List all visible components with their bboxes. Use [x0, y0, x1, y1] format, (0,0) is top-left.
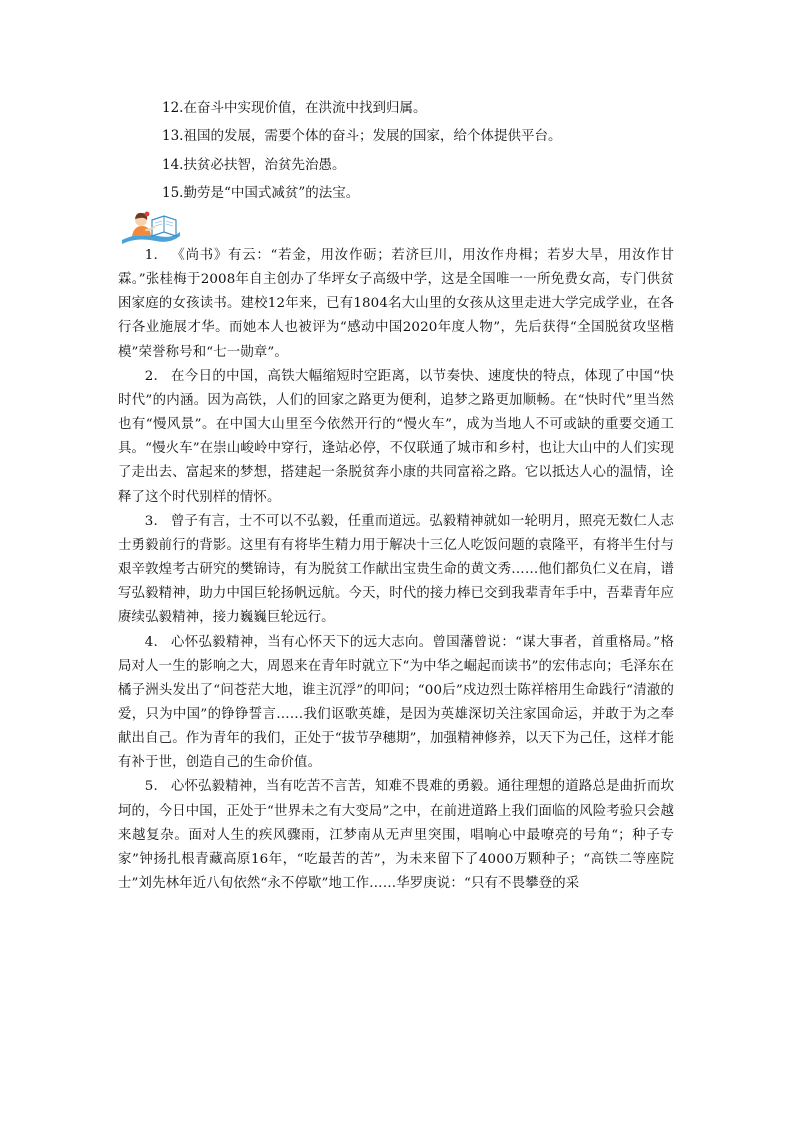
paragraph-4 [118, 631, 674, 776]
paragraph-2 [118, 365, 674, 510]
paragraph-1 [118, 244, 674, 365]
paragraph-number: 2. [144, 368, 158, 384]
paragraph-text: 心怀弘毅精神，当有心怀天下的远大志向。曾国藩曾说：“谋大事者，首重格局。”格局对人一生的影响之大，周恩来在青年时就立下“为中华之崛起而读书”的宏伟志向；毛泽东在橘子洲头发出了“问苍茫大地，谁主沉浮”的叩问；“00后”戍边烈士陈祥榕用生命践行“清澈的爱，只为中国”的铮铮誓言……我们讴歌英雄，是因为英雄深切关注家国命运，并敢于为之奉献出自己。作为青年的我们，正处于“拔节孕穗期”，加强精神修养，以天下为己任，这样才能有补于世，创造自己的生命价值。 [118, 634, 674, 771]
paragraph-number: 5. [144, 779, 158, 795]
paragraph-number: 4. [144, 634, 158, 650]
paragraph-text: 曾子有言，士不可以不弘毅，任重而道远。弘毅精神就如一轮明月，照亮无数仁人志士勇毅前行的背影。这里有有将毕生精力用于解决十三亿人吃饭问题的袁隆平，有将半生付与艰辛敦煌考古研究的樊锦诗，有为脱贫工作献出宝贵生命的黄文秀……他们都负仁义在肩，谱写弘毅精神，助力中国巨轮扬帆远航。今天，时代的接力棒已交到我辈青年手中，吾辈青年应赓续弘毅精神，接力巍巍巨轮远行。 [118, 513, 674, 626]
body-text [118, 244, 674, 896]
paragraph-5 [118, 775, 674, 896]
list-item: 13.祖国的发展，需要个体的奋斗；发展的国家，给个体提供平台。 [162, 128, 562, 145]
paragraph-3 [118, 510, 674, 631]
list-item: 15.勤劳是“中国式减贫”的法宝。 [162, 184, 360, 201]
paragraph-text: 心怀弘毅精神，当有吃苦不言苦，知难不畏难的勇毅。通往理想的道路总是曲折而坎坷的，今日中国，正处于“世界未之有大变局”之中，在前进道路上我们面临的风险考验只会越来越复杂。面对人生的疾风骤雨，江梦南从无声里突围，唱响心中最嘹亮的号角“；种子专家”钟扬扎根青藏高原16年，“吃最苦的苦”，为未来留下了4000万颗种子；“高铁二等座院士”刘先林年近八旬依然“永不停歇”地工作……华罗庚说：“只有不畏攀登的采 [118, 779, 674, 892]
paragraph-number: 3. [144, 513, 158, 529]
list-item: 12.在奋斗中实现价值，在洪流中找到归属。 [162, 100, 427, 116]
paragraph-number: 1. [144, 248, 158, 263]
paragraph-text: 在今日的中国，高铁大幅缩短时空距离，以节奏快、速度快的特点，体现了中国“快时代”的内涵。因为高铁，人们的回家之路更为便利，追梦之路更加顺畅。在“快时代”里当然也有“慢风景”。在中国大山里至今依然开行的“慢火车”，成为当地人不可或缺的重要交通工具。“慢火车”在崇山峻岭中穿行，逢站必停，不仅联通了城市和乡村，也让大山中的人们实现了走出去、富起来的梦想，搭建起一条脱贫奔小康的共同富裕之路。它以抵达人心的温情，诠释了这个时代别样的情怀。 [118, 368, 674, 505]
list-item: 14.扶贫必扶智，治贫先治愚。 [162, 156, 346, 173]
reading-figure-icon [118, 210, 184, 246]
summary-list [162, 94, 682, 207]
paragraph-text: 《尚书》有云：“若金，用汝作砺；若济巨川，用汝作舟楫；若岁大旱，用汝作甘霖。”张桂梅于2008年自主创办了华坪女子高级中学，这是全国唯一一所免费女高，专门供贫困家庭的女孩读书。建校12年来，已有1804名大山里的女孩从这里走进大学完成学业，在各行各业施展才华。而她本人也被评为“感动中国2020年度人物”，先后获得“全国脱贫攻坚楷模”荣誉称号和“七一勋章”。 [118, 248, 674, 360]
